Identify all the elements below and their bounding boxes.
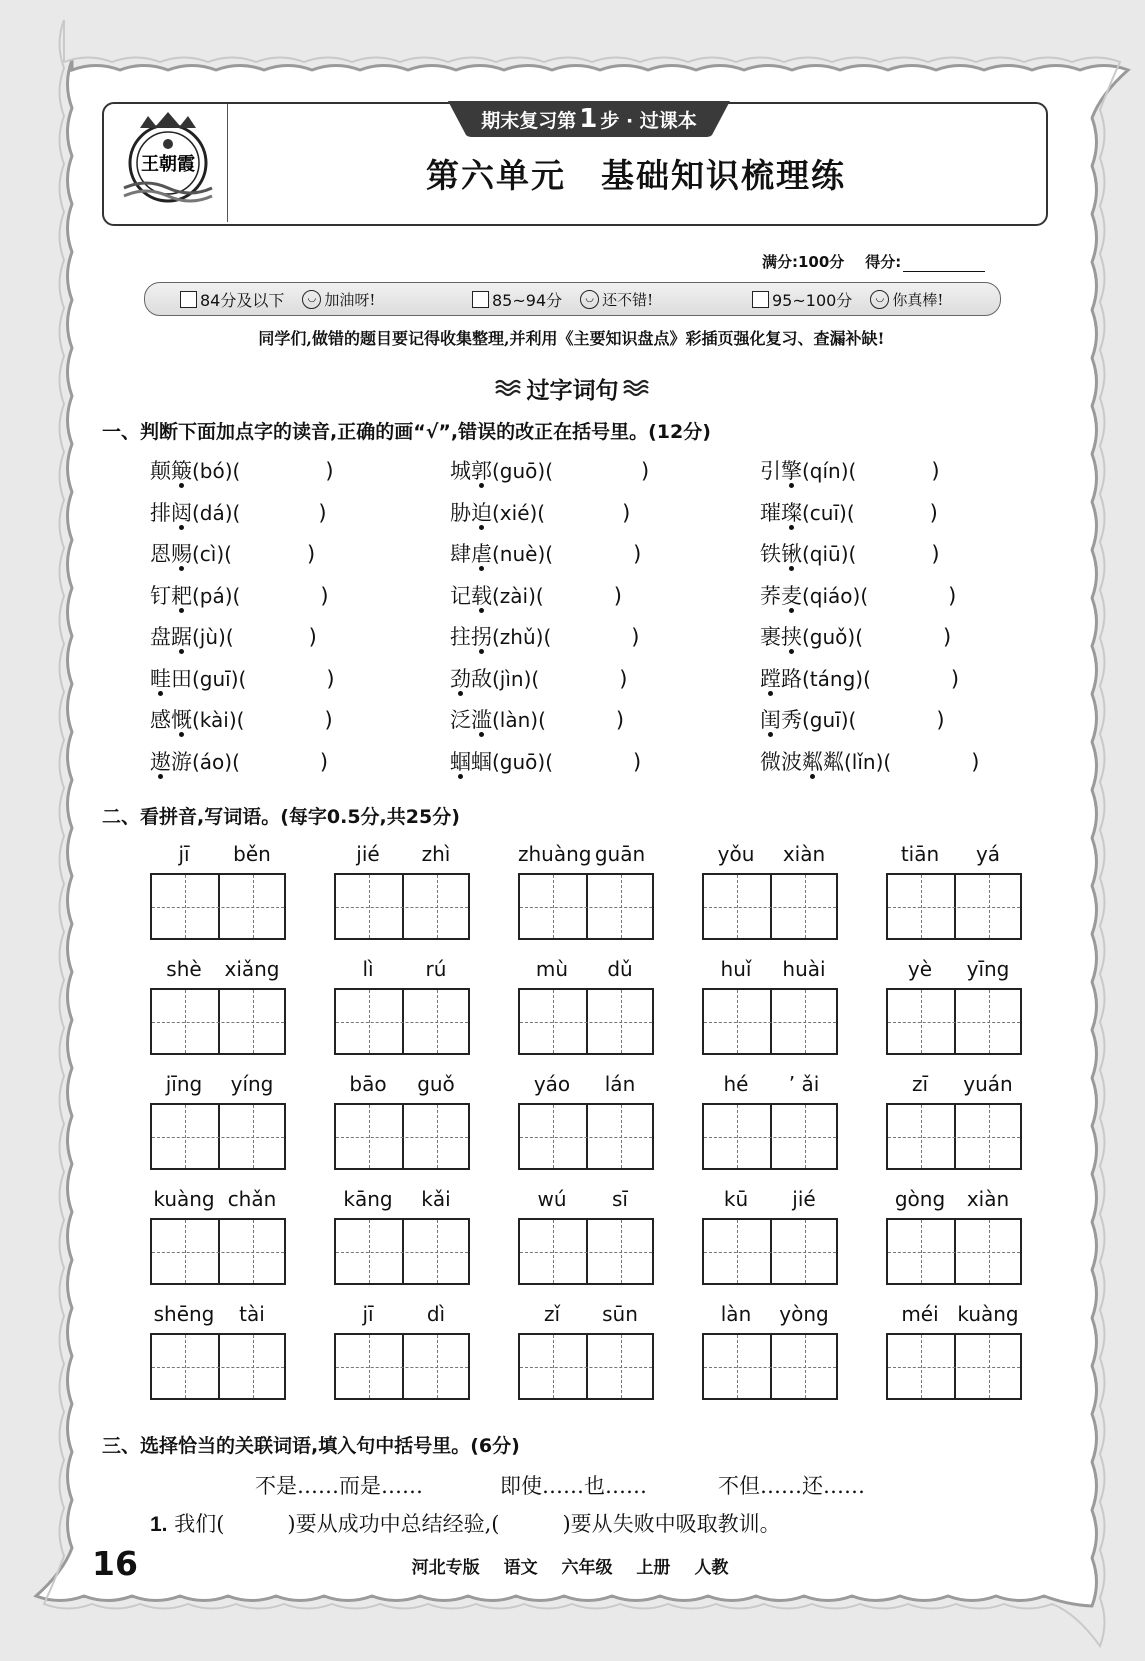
pronunciation-item (760, 580, 956, 610)
pronunciation-item (760, 621, 951, 651)
pinyin-label: kǎi (421, 1187, 451, 1211)
close-paren: ) (622, 501, 631, 525)
close-paren: ) (936, 708, 945, 732)
writing-grid-box[interactable] (702, 1218, 838, 1285)
pinyin-text: (zhǔ)( (492, 625, 552, 649)
pronunciation-item (450, 621, 639, 651)
pinyin-text: (guō)( (492, 750, 554, 774)
pinyin-text: (guī)( (802, 708, 857, 732)
pronunciation-item (760, 746, 979, 776)
pronunciation-item (150, 455, 334, 485)
step-suffix: 步 · 过课本 (600, 109, 697, 132)
writing-grid-box[interactable] (150, 1333, 286, 1400)
pronunciation-item (150, 663, 335, 693)
pinyin-label: zhì (421, 842, 451, 866)
writing-grid-box[interactable] (702, 873, 838, 940)
pronunciation-item (760, 455, 940, 485)
pinyin-label: lán (604, 1072, 636, 1096)
dotted-character: 蹚 (760, 667, 781, 691)
pronunciation-item (450, 746, 641, 776)
word-text: 泛 (450, 708, 471, 732)
pinyin-label: zī (911, 1072, 929, 1096)
page-number: 16 (92, 1544, 138, 1583)
pronunciation-item (450, 704, 624, 734)
close-paren: ) (306, 542, 316, 566)
pinyin-label: shēng (153, 1302, 215, 1326)
happy-icon: ◡ (870, 290, 889, 309)
wave-lines-icon (623, 378, 651, 398)
pinyin-text: (jù)( (192, 625, 234, 649)
question-2-title: 二、看拼音,写词语。(每字0.5分,共25分) (102, 806, 460, 828)
close-paren: ) (931, 542, 940, 566)
pinyin-label: jī (362, 1302, 374, 1326)
close-paren: ) (318, 501, 327, 525)
pinyin-text: (dá)( (192, 501, 241, 525)
dotted-character: 滥 (471, 708, 492, 732)
writing-grid-box[interactable] (334, 1103, 470, 1170)
pinyin-label: yíng (230, 1072, 274, 1096)
close-paren: ) (931, 459, 940, 483)
section-title: 过字词句 (526, 377, 619, 404)
pronunciation-item (760, 704, 945, 734)
smile-icon: ◡ (580, 290, 599, 309)
dotted-character: 璨 (781, 501, 802, 525)
word-text: 游 (171, 750, 192, 774)
writing-grid-box[interactable] (886, 873, 1022, 940)
word-text: 荞 (760, 584, 781, 608)
pinyin-text: (qín)( (802, 459, 857, 483)
dotted-character: 耙 (171, 584, 192, 608)
rating-option-3 (752, 287, 943, 311)
pinyin-label: yǒu (717, 842, 755, 866)
footer-info: 河北专版 语文 六年级 上册 人教 (411, 1558, 729, 1578)
word-text: 恩 (150, 542, 171, 566)
writing-grid-box[interactable] (518, 988, 654, 1055)
rating-cheer-2: 还不错! (602, 290, 654, 309)
word-text: 感 (150, 708, 171, 732)
section-heading (480, 372, 665, 404)
wave-lines-icon (495, 378, 523, 398)
word-text: 拄 (450, 625, 471, 649)
pinyin-label: yá (975, 842, 1001, 866)
step-label (448, 101, 730, 137)
pinyin-text: (qiáo)( (802, 584, 869, 608)
pronunciation-item (150, 621, 317, 651)
close-paren: ) (619, 667, 628, 691)
question-3-title: 三、选择恰当的关联词语,填入句中括号里。(6分) (102, 1435, 520, 1457)
rating-cheer-1: 加油呀! (324, 290, 376, 309)
pinyin-label: rú (425, 957, 447, 981)
word-text: 敌 (471, 667, 492, 691)
close-paren: ) (633, 750, 642, 774)
pronunciation-item (450, 455, 649, 485)
pinyin-label: tài (239, 1302, 265, 1326)
pinyin-label: sūn (602, 1302, 638, 1326)
pinyin-label: sī (612, 1187, 628, 1211)
dotted-character: 踞 (171, 625, 192, 649)
score-line (762, 251, 985, 272)
dotted-character: 虐 (471, 542, 492, 566)
sentence-number: 1. (150, 1513, 168, 1536)
pinyin-text: (guō)( (492, 459, 554, 483)
pinyin-label: jié (356, 842, 380, 866)
step-prefix: 期末复习第 (481, 109, 577, 132)
conjunction-option-3: 不但……还…… (718, 1474, 865, 1498)
pinyin-label: kuàng (153, 1187, 215, 1211)
pronunciation-item (450, 538, 641, 568)
close-paren: ) (631, 625, 640, 649)
writing-grid-box[interactable] (886, 988, 1022, 1055)
pronunciation-item (760, 663, 959, 693)
page-title: 第六单元 基础知识梳理练 (426, 156, 846, 195)
writing-grid-box[interactable] (334, 873, 470, 940)
rating-checkbox-1[interactable] (180, 291, 197, 308)
writing-grid-box[interactable] (518, 1103, 654, 1170)
word-text: 秀 (781, 708, 802, 732)
pinyin-label: ’ ǎi (788, 1072, 820, 1096)
word-text: 田 (171, 667, 192, 691)
writing-grid-box[interactable] (334, 1333, 470, 1400)
dotted-character: 慨 (171, 708, 192, 732)
writing-grid-box[interactable] (702, 1333, 838, 1400)
pinyin-text: (kài)( (192, 708, 245, 732)
conjunction-option-1: 不是……而是…… (255, 1474, 423, 1498)
pinyin-text: (guǒ)( (802, 625, 864, 649)
pinyin-label: yè (907, 957, 933, 981)
pinyin-text: (áo)( (192, 750, 240, 774)
word-text: 路 (781, 667, 802, 691)
pinyin-text: (cì)( (192, 542, 232, 566)
close-paren: ) (320, 584, 329, 608)
pinyin-label: xiàn (782, 842, 826, 866)
word-text: 铁 (760, 542, 781, 566)
logo-text: 王朝霞 (141, 154, 195, 175)
dotted-character: 粼 (802, 750, 823, 774)
pinyin-label: dì (426, 1302, 446, 1326)
pinyin-text: (cuī)( (802, 501, 855, 525)
close-paren: ) (325, 459, 334, 483)
rating-checkbox-3[interactable] (752, 291, 769, 308)
dotted-character: 劲 (450, 667, 471, 691)
pinyin-text: (làn)( (492, 708, 546, 732)
writing-grid-box[interactable] (702, 1103, 838, 1170)
pinyin-label: guǒ (417, 1072, 455, 1096)
writing-grid-box[interactable] (518, 1333, 654, 1400)
pinyin-label: jī (178, 842, 190, 866)
pronunciation-item (450, 663, 627, 693)
close-paren: ) (929, 501, 938, 525)
pronunciation-item (760, 538, 940, 568)
pinyin-label: guān (594, 842, 646, 866)
rating-range-2: 85~94分 (492, 290, 563, 310)
pinyin-text: (lǐn)( (844, 750, 892, 774)
close-paren: ) (948, 584, 957, 608)
close-paren: ) (308, 625, 317, 649)
dotted-character: 麦 (781, 584, 802, 608)
close-paren: ) (633, 542, 642, 566)
pronunciation-item (150, 704, 333, 734)
notice-text: 同学们,做错的题目要记得收集整理,并利用《主要知识盘点》彩插页强化复习、查漏补缺! (258, 329, 885, 348)
pinyin-text: (qiū)( (802, 542, 857, 566)
rating-option-2 (472, 287, 653, 311)
pinyin-label: kāng (343, 1187, 393, 1211)
dotted-character: 遨 (150, 750, 171, 774)
pinyin-label: yīng (966, 957, 1010, 981)
pinyin-label: wú (537, 1187, 567, 1211)
word-text: 城 (450, 459, 471, 483)
pinyin-label: tiān (900, 842, 940, 866)
close-paren: ) (613, 584, 622, 608)
writing-grid-box[interactable] (150, 1103, 286, 1170)
pronunciation-item (150, 497, 327, 527)
word-text: 排 (150, 501, 171, 525)
word-text: 粼 (823, 750, 844, 774)
pinyin-text: (táng)( (802, 667, 871, 691)
pinyin-label: chǎn (227, 1187, 277, 1211)
pinyin-text: (xié)( (492, 501, 546, 525)
writing-grid-box[interactable] (702, 988, 838, 1055)
got-score-label: 得分: (865, 253, 902, 271)
pinyin-text: (zài)( (492, 584, 544, 608)
pinyin-label: kū (723, 1187, 749, 1211)
pinyin-text: (bó)( (192, 459, 241, 483)
pinyin-label: xiàn (966, 1187, 1010, 1211)
word-text: 盘 (150, 625, 171, 649)
pinyin-label: xiǎng (224, 957, 280, 981)
pronunciation-item (760, 497, 938, 527)
pinyin-label: hé (723, 1072, 749, 1096)
pronunciation-item (150, 538, 315, 568)
pinyin-label: dǔ (607, 957, 633, 981)
pinyin-label: shè (166, 957, 202, 981)
pinyin-label: jié (792, 1187, 816, 1211)
pronunciation-item (150, 746, 328, 776)
dotted-character: 擎 (781, 459, 802, 483)
pinyin-text: (guī)( (192, 667, 247, 691)
close-paren: ) (971, 750, 980, 774)
pinyin-label: làn (720, 1302, 752, 1326)
pinyin-label: yòng (779, 1302, 829, 1326)
dotted-character: 郭 (471, 459, 492, 483)
close-paren: ) (943, 625, 952, 649)
pronunciation-item (450, 580, 622, 610)
dotted-character: 锹 (781, 542, 802, 566)
dotted-character: 载 (471, 584, 492, 608)
question-1-title: 一、判断下面加点字的读音,正确的画“√”,错误的改正在括号里。(12分) (102, 421, 711, 443)
pinyin-label: yuán (963, 1072, 1013, 1096)
dotted-character: 拐 (471, 625, 492, 649)
pronunciation-item (450, 497, 630, 527)
writing-grid-box[interactable] (886, 1218, 1022, 1285)
writing-grid-box[interactable] (518, 873, 654, 940)
question-3-sentence-1 (150, 1508, 781, 1538)
writing-grid-box[interactable] (150, 1218, 286, 1285)
pinyin-label: méi (901, 1302, 939, 1326)
close-paren: ) (641, 459, 650, 483)
brand-logo (118, 108, 218, 212)
word-text: 璀 (760, 501, 781, 525)
dotted-character: 闼 (171, 501, 192, 525)
pinyin-label: zhuàng (518, 842, 592, 866)
word-text: 颠 (150, 459, 171, 483)
rating-cheer-3: 你真棒! (892, 290, 944, 309)
writing-grid-box[interactable] (150, 988, 286, 1055)
pinyin-label: lì (362, 957, 374, 981)
pinyin-text: (pá)( (192, 584, 241, 608)
pinyin-label: mù (535, 957, 569, 981)
rating-option-1 (180, 287, 375, 311)
word-text: 胁 (450, 501, 471, 525)
writing-grid-box[interactable] (886, 1333, 1022, 1400)
word-text: 蝈 (471, 750, 492, 774)
close-paren: ) (615, 708, 625, 732)
word-text: 钉 (150, 584, 171, 608)
pronunciation-item (150, 580, 329, 610)
pinyin-label: jīng (165, 1072, 203, 1096)
close-paren: ) (319, 750, 329, 774)
writing-grid-box[interactable] (518, 1218, 654, 1285)
sentence-text: 我们( )要从成功中总结经验,( )要从失败中吸取教训。 (167, 1512, 781, 1536)
writing-grid-box[interactable] (150, 873, 286, 940)
pinyin-label: zǐ (543, 1302, 561, 1326)
writing-grid-box[interactable] (334, 988, 470, 1055)
dotted-character: 迫 (471, 501, 492, 525)
dotted-character: 闺 (760, 708, 781, 732)
rating-checkbox-2[interactable] (472, 291, 489, 308)
pinyin-label: bāo (349, 1072, 387, 1096)
rating-range-1: 84分及以下 (200, 290, 285, 310)
close-paren: ) (324, 708, 333, 732)
word-text: 记 (450, 584, 471, 608)
writing-grid-box[interactable] (886, 1103, 1022, 1170)
face-icon: ◡ (302, 290, 321, 309)
pinyin-label: huǐ (720, 957, 752, 981)
pinyin-label: huài (782, 957, 826, 981)
full-score-label: 满分:100分 (762, 253, 845, 271)
conjunction-option-2: 即使……也…… (500, 1474, 647, 1498)
pinyin-label: yáo (533, 1072, 571, 1096)
dotted-character: 赐 (171, 542, 192, 566)
word-text: 肆 (450, 542, 471, 566)
writing-grid-box[interactable] (334, 1218, 470, 1285)
dotted-character: 蝈 (450, 750, 471, 774)
dotted-character: 簸 (171, 459, 192, 483)
pinyin-text: (jìn)( (492, 667, 540, 691)
rating-range-3: 95~100分 (772, 290, 853, 310)
pinyin-text: (nuè)( (492, 542, 554, 566)
close-paren: ) (326, 667, 335, 691)
pinyin-label: běn (233, 842, 271, 866)
word-text: 引 (760, 459, 781, 483)
pinyin-label: kuàng (957, 1302, 1019, 1326)
close-paren: ) (950, 667, 960, 691)
dotted-character: 挟 (781, 625, 802, 649)
word-text: 裹 (760, 625, 781, 649)
score-blank[interactable] (903, 257, 985, 272)
dotted-character: 畦 (150, 667, 171, 691)
step-number: 1 (579, 104, 598, 134)
word-text: 微波 (760, 750, 802, 774)
pinyin-label: gòng (894, 1187, 946, 1211)
